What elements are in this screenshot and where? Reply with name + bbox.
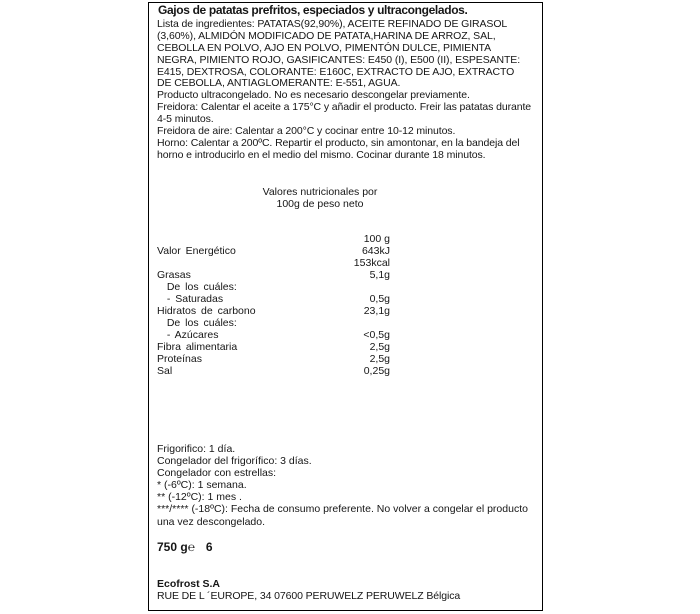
nutrition-row (157, 317, 390, 329)
nutrition-header-line2: 100g de peso neto (276, 197, 364, 210)
nutrition-row (157, 233, 390, 245)
nutrition-row-value: 23,1g (363, 304, 390, 317)
ingredients-list (157, 19, 520, 90)
preparation-line: Freidora: Calentar el aceite a 175°C y añadir el producto. Freir las patatas durante (157, 101, 532, 114)
nutrition-row (157, 305, 390, 317)
storage-line: Congelador del frigorífico: 3 días. (157, 454, 312, 467)
storage-instructions (157, 443, 528, 528)
nutrition-row-value: 0,25g (363, 364, 390, 377)
nutrition-row-label: - Saturadas (157, 292, 224, 305)
nutrition-row-value: 153kcal (353, 256, 390, 269)
ingredients-line: Lista de ingredientes: PATATAS(92,90%), ACEITE REFINADO DE GIRASOL (157, 18, 508, 30)
preparation-line: horno e introducirlo en el medio del mismo. Cocinar durante 18 minutos. (157, 148, 486, 161)
nutrition-row (157, 245, 390, 257)
storage-line: Congelador con estrellas: (157, 466, 277, 479)
nutrition-row-value: 5,1g (369, 268, 390, 281)
nutrition-row-value: <0,5g (363, 328, 390, 341)
nutrition-row (157, 257, 390, 269)
nutrition-row (157, 329, 390, 341)
nutrition-row-label: De los cuáles: (157, 316, 237, 329)
nutrition-row-label: Grasas (157, 268, 191, 281)
ingredients-line: (3,60%), ALMIDÓN MODIFICADO DE PATATA,HARINA DE ARROZ, SAL, (157, 29, 496, 42)
storage-line: ***/**** (-18ºC): Fecha de consumo preferente. No volver a congelar el producto (157, 503, 528, 516)
ingredients-line: CEBOLLA EN POLVO, AJO EN POLVO, PIMENTÓN DULCE, PIMIENTA (157, 41, 491, 54)
nutrition-table (157, 233, 390, 377)
manufacturer-address: RUE DE L ´EUROPE, 34 07600 PERUWELZ PERUWELZ Bélgica (157, 590, 461, 602)
nutrition-row-value: 643kJ (361, 244, 390, 257)
nutrition-row (157, 281, 390, 293)
ingredients-line: E415, DEXTROSA, COLORANTE: E160C, EXTRACTO DE AJO, EXTRACTO (157, 65, 515, 78)
manufacturer-name: Ecofrost S.A (157, 578, 221, 591)
nutrition-row (157, 269, 390, 281)
nutrition-row-value: 100 g (363, 232, 390, 245)
nutrition-row (157, 293, 390, 305)
nutrition-row-label: De los cuáles: (157, 280, 237, 293)
storage-line: una vez descongelado. (157, 515, 265, 528)
nutrition-row-label: Hidratos de carbono (157, 304, 256, 317)
nutrition-row-value: 2,5g (369, 340, 390, 353)
nutrition-row-label: Valor Energético (157, 244, 236, 257)
nutrition-row (157, 341, 390, 353)
nutrition-row-label: Fibra alimentaria (157, 340, 238, 353)
nutrition-row (157, 365, 390, 377)
nutrition-header (150, 187, 490, 210)
preparation-line: Horno: Calentar a 200ºC. Repartir el producto, sin amontonar, en la bandeja del (157, 136, 520, 149)
net-weight-line (157, 540, 213, 554)
nutrition-row-label: Proteínas (157, 352, 202, 365)
storage-line: * (-6ºC): 1 semana. (157, 479, 247, 492)
units-count: 6 (205, 540, 213, 555)
nutrition-row-label: Sal (157, 364, 173, 377)
nutrition-row-value: 0,5g (369, 292, 390, 305)
nutrition-row (157, 353, 390, 365)
preparation-line: 4-5 minutos. (157, 113, 214, 126)
ingredients-line: NEGRA, PIMIENTO ROJO, GASIFICANTES: E450 (I), E500 (II), ESPESANTE: (157, 53, 521, 66)
nutrition-header-line1: Valores nutricionales por (262, 186, 378, 198)
ingredients-line: DE CEBOLLA, ANTIAGLOMERANTE: E-551, AGUA. (157, 77, 401, 90)
preparation-instructions (157, 90, 531, 161)
storage-line: Frigorifico: 1 día. (157, 442, 236, 455)
estimated-sign: ℮ (187, 540, 195, 555)
nutrition-row-label: - Azúcares (157, 328, 219, 341)
storage-line: ** (-12ºC): 1 mes . (157, 491, 242, 504)
preparation-line: Producto ultracongelado. No es necesario descongelar previamente. (157, 89, 470, 102)
product-title: Gajos de patatas prefritos, especiados y ultracongelados. (158, 3, 468, 17)
net-weight-value: 750 g (157, 540, 188, 555)
nutrition-row-value: 2,5g (369, 352, 390, 365)
preparation-line: Freidora de aire: Calentar a 200°C y cocinar entre 10-12 minutos. (157, 125, 456, 138)
